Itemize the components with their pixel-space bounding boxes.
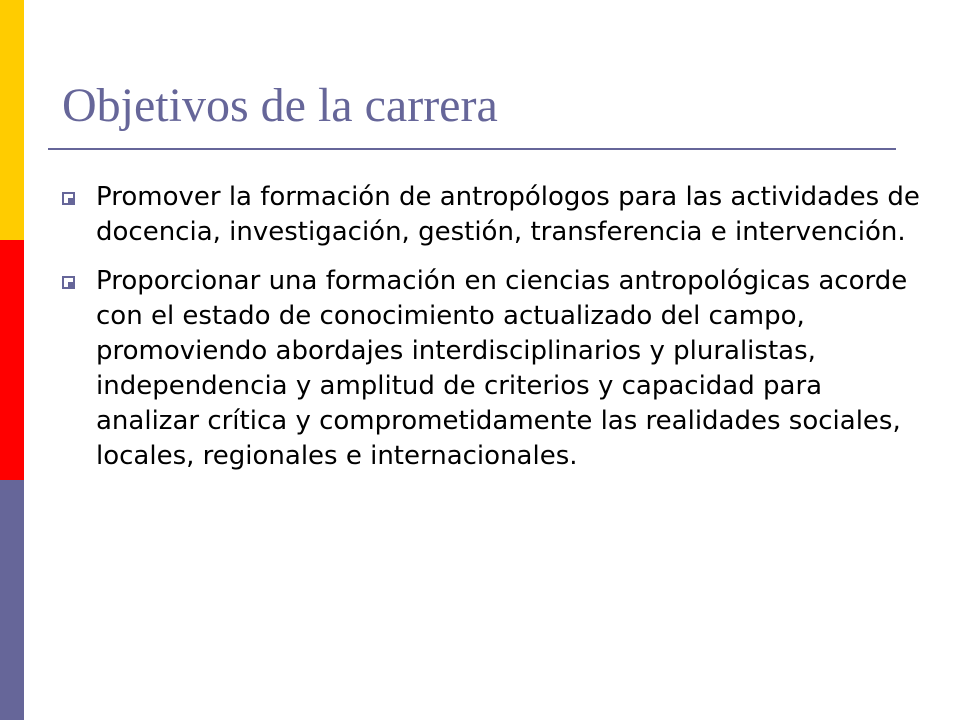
sidebar-blue-stripe	[0, 480, 24, 720]
slide-title: Objetivos de la carrera	[62, 79, 498, 132]
bullet-list	[62, 180, 922, 488]
sidebar-red-stripe	[0, 240, 24, 480]
bullet-text: Proporcionar una formación en ciencias antropológicas acorde con el estado de conocimiento actualizado del campo, promoviendo abordajes interdisciplinarios y pluralistas, independencia y amplitud de criterios y capacidad para analizar crítica y comprometidamente las realidades sociales, locales, regionales e internacionales.	[96, 266, 908, 471]
sidebar-yellow-stripe	[0, 0, 24, 240]
title-divider	[48, 148, 896, 150]
bullet-item	[62, 264, 922, 474]
square-bullet-icon	[62, 192, 75, 205]
square-bullet-icon	[62, 276, 75, 289]
bullet-item	[62, 180, 922, 250]
bullet-text: Promover la formación de antropólogos para las actividades de docencia, investigación, gestión, transferencia e intervención.	[96, 182, 920, 247]
